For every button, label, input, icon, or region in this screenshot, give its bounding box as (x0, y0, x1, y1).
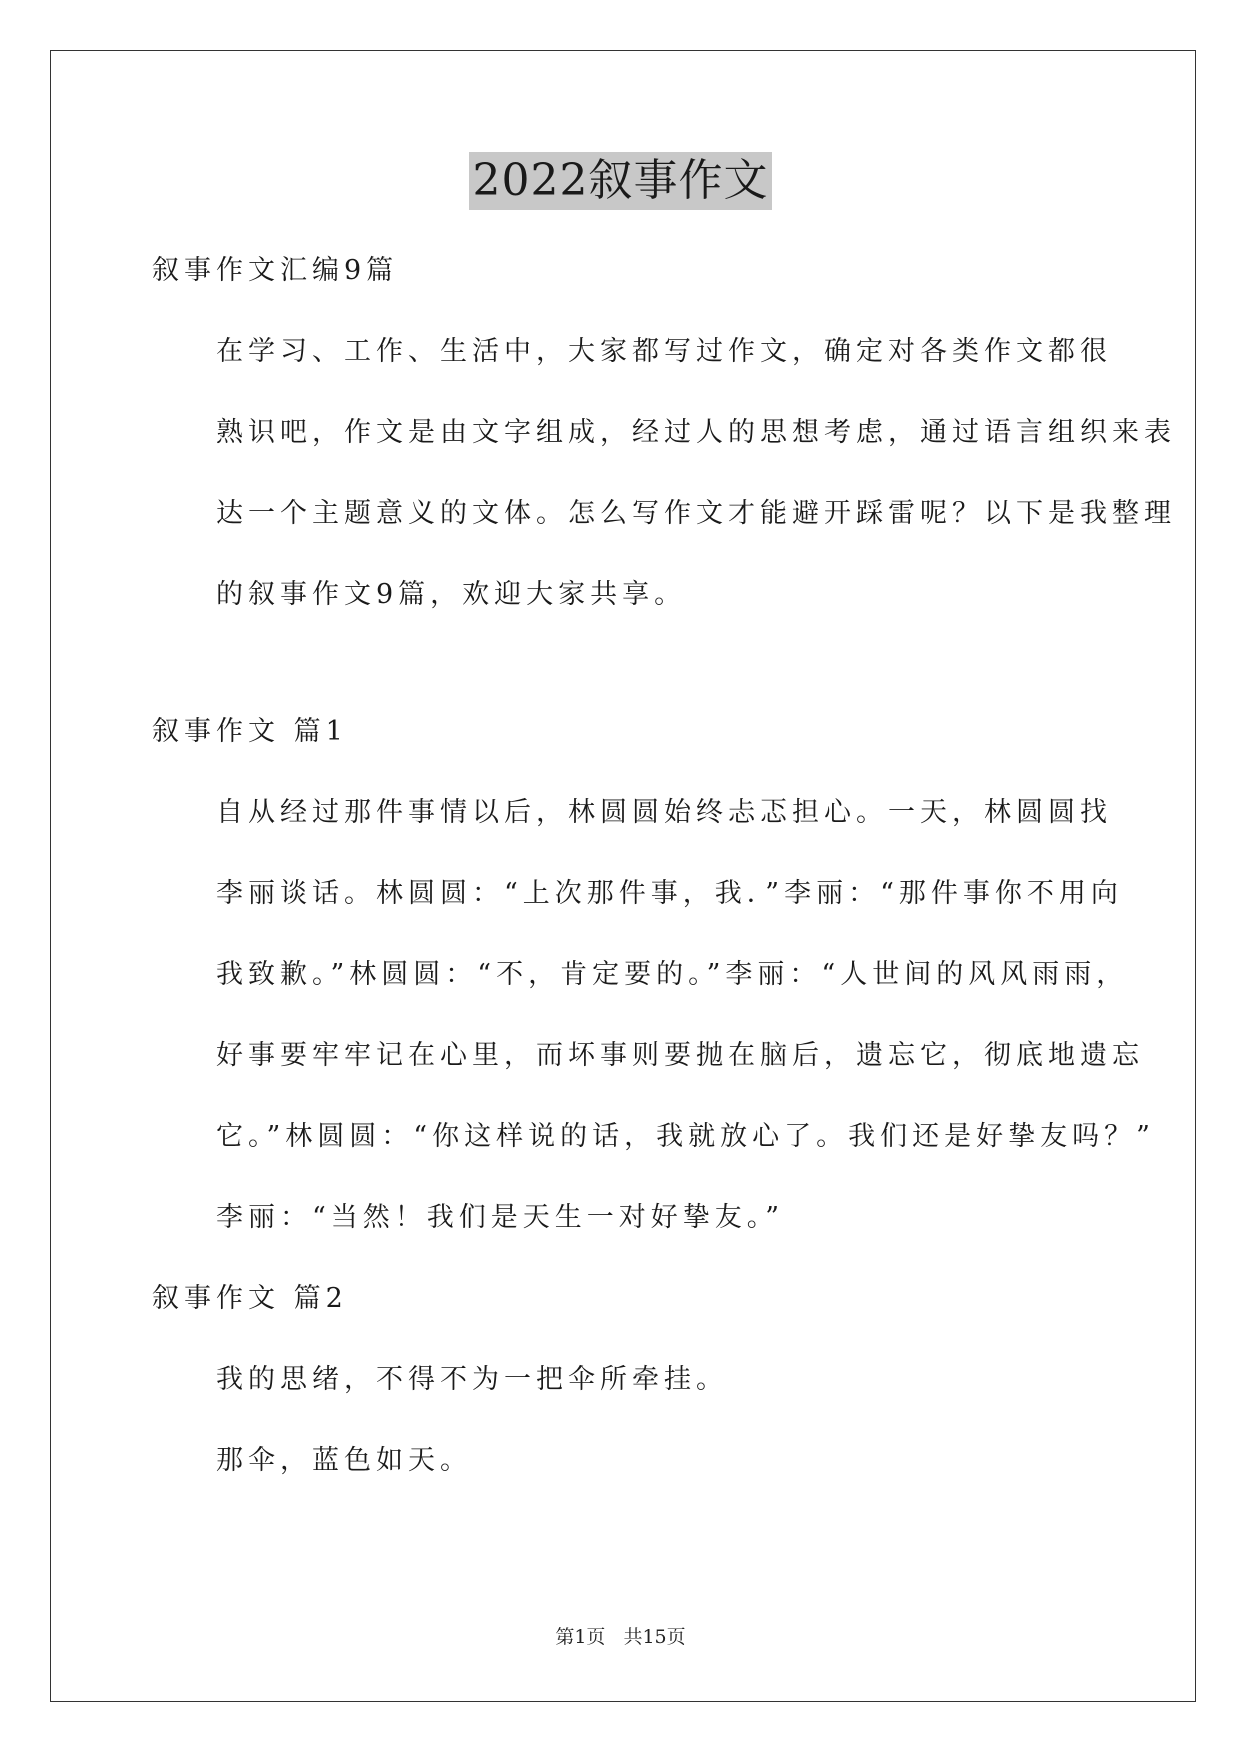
page-number: 第1页 (555, 1626, 606, 1648)
text-line: 我致歉。”林圆圆：“不，肯定要的。”李丽：“人世间的风风雨雨， (216, 959, 1129, 990)
section2-heading: 叙事作文 篇2 (152, 1283, 348, 1314)
text-line: 熟识吧，作文是由文字组成，经过人的思想考虑，通过语言组织来表 (216, 417, 1176, 448)
text-line: 的叙事作文9篇，欢迎大家共享。 (216, 579, 687, 610)
text-line: 自从经过那件事情以后，林圆圆始终忐忑担心。一天，林圆圆找 (216, 797, 1112, 828)
section1-paragraph (152, 772, 1155, 1258)
page-footer (0, 1622, 1241, 1649)
title-container (0, 152, 1241, 210)
text-line: 它。”林圆圆：“你这样说的话，我就放心了。我们还是好挚友吗？” (216, 1121, 1155, 1152)
section2-paragraph: 我的思绪，不得不为一把伞所牵挂。 (216, 1364, 728, 1395)
text-line: 好事要牢牢记在心里，而坏事则要抛在脑后，遗忘它，彻底地遗忘 (216, 1040, 1144, 1071)
page-total: 共15页 (623, 1626, 686, 1648)
text-line: 达一个主题意义的文体。怎么写作文才能避开踩雷呢？以下是我整理 (216, 498, 1176, 529)
intro-heading: 叙事作文汇编9篇 (152, 255, 399, 286)
document-body (152, 230, 1176, 1501)
document-title: 2022叙事作文 (469, 152, 773, 210)
text-line: 李丽谈话。林圆圆：“上次那件事，我．”李丽：“那件事你不用向 (216, 878, 1123, 909)
section2-paragraph: 那伞，蓝色如天。 (216, 1445, 472, 1476)
spacer (152, 635, 1092, 691)
intro-paragraph (152, 311, 1176, 635)
section1-heading: 叙事作文 篇1 (152, 716, 348, 747)
text-line: 在学习、工作、生活中，大家都写过作文，确定对各类作文都很 (216, 336, 1112, 367)
text-line: 李丽：“当然！我们是天生一对好挚友。” (216, 1202, 785, 1233)
